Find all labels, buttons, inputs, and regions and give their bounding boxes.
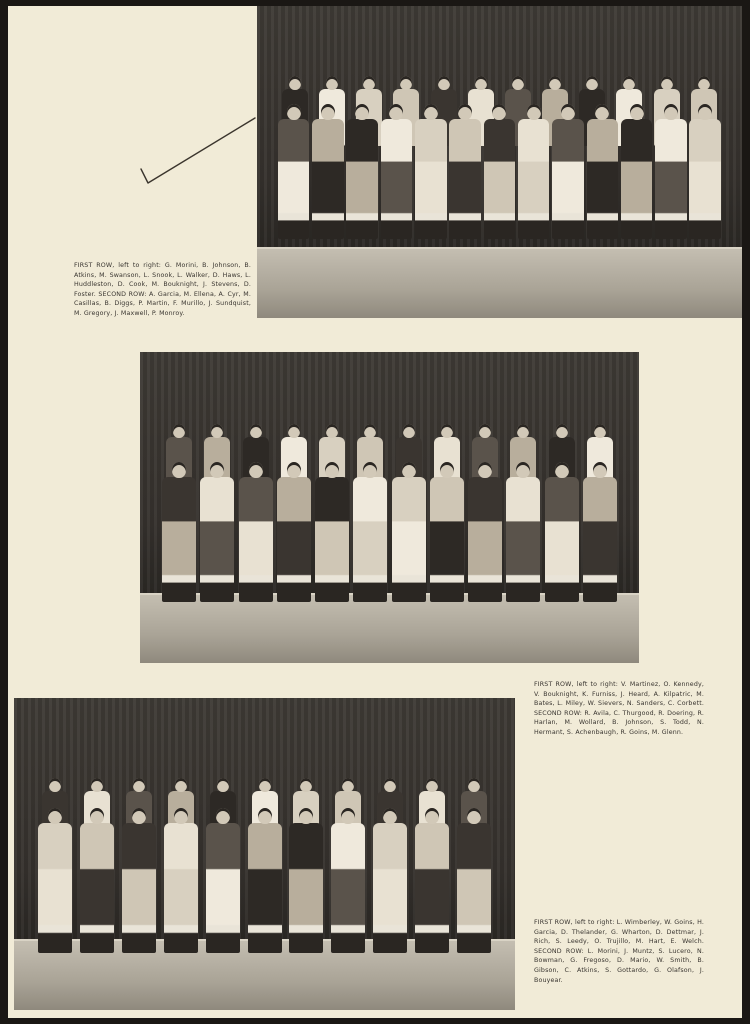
front-row-person [331,808,365,953]
front-row-person [200,462,234,602]
front-row-person [206,808,240,953]
front-row-person [80,808,114,953]
front-row-person [392,462,426,602]
pencil-checkmark [138,111,258,191]
front-row-person [415,104,447,239]
front-row-person [587,104,619,239]
front-row-person [545,462,579,602]
front-row-person [346,104,378,239]
front-row-person [38,808,72,953]
front-row-person [277,462,311,602]
front-row-person [449,104,481,239]
front-row-person [315,462,349,602]
front-row-person [468,462,502,602]
front-row-person [162,462,196,602]
front-row-person [164,808,198,953]
front-row-person [278,104,310,239]
front-row-person [689,104,721,239]
front-row-person [655,104,687,239]
front-row-person [484,104,516,239]
front-row-person [122,808,156,953]
front-row-person [430,462,464,602]
front-row-person [415,808,449,953]
front-row-person [373,808,407,953]
caption-top-photo: FIRST ROW, left to right: G. Morini, B. Johnson, B. Atkins, M. Swanson, L. Snook, L. Walker, D. Haws, L. Huddleston, D. Cook, M. Bouknight, J. Stevens, D. Foster. SECOND ROW: A. Garcia, M. Ellena, A. Cyr, M. Casillas, B. Diggs, P. Martin, F. Murillo, J. Sundquist, M. Gregory, J. Maxwell, P. Monroy. [74,262,251,317]
caption-bottom-photo: FIRST ROW, left to right: L. Wimberley, W. Goins, H. Garcia, D. Thelander, G. Wharton, D. Dettmar, J. Rich, S. Leedy, O. Trujillo, M. Hart, E. Welch. SECOND ROW: L. Morini, J. Muntz, S. Lucero, N. Bowman, G. Fregoso, D. Mario, W. Smith, B. Gibson, C. Atkins, S. Gottardo, G. Olafson, J. Bouyear. [534,919,704,984]
front-row-person [518,104,550,239]
front-row-person [312,104,344,239]
front-row-person [552,104,584,239]
front-row-person [239,462,273,602]
front-row-person [583,462,617,602]
front-row-person [353,462,387,602]
front-row-person [289,808,323,953]
group-photo-middle [140,352,639,663]
front-row-person [248,808,282,953]
front-row-person [506,462,540,602]
yearbook-page [8,6,742,1018]
caption-middle-photo: FIRST ROW, left to right: V. Martinez, O. Kennedy, V. Bouknight, K. Furniss, J. Heard, A. Kilpatric, M. Bates, L. Miley, W. Sievers, N. Sanders, C. Corbett. SECOND ROW: R. Avila, C. Thurgood, R. Doering, R. Harlan, M. Wollard, B. Johnson, S. Todd, N. Hermant, S. Achenbaugh, R. Goins, M. Glenn. [534,681,704,736]
front-row-person [381,104,413,239]
group-photo-bottom [14,698,515,1010]
group-photo-top [257,6,742,318]
front-row-person [457,808,491,953]
front-row-person [621,104,653,239]
